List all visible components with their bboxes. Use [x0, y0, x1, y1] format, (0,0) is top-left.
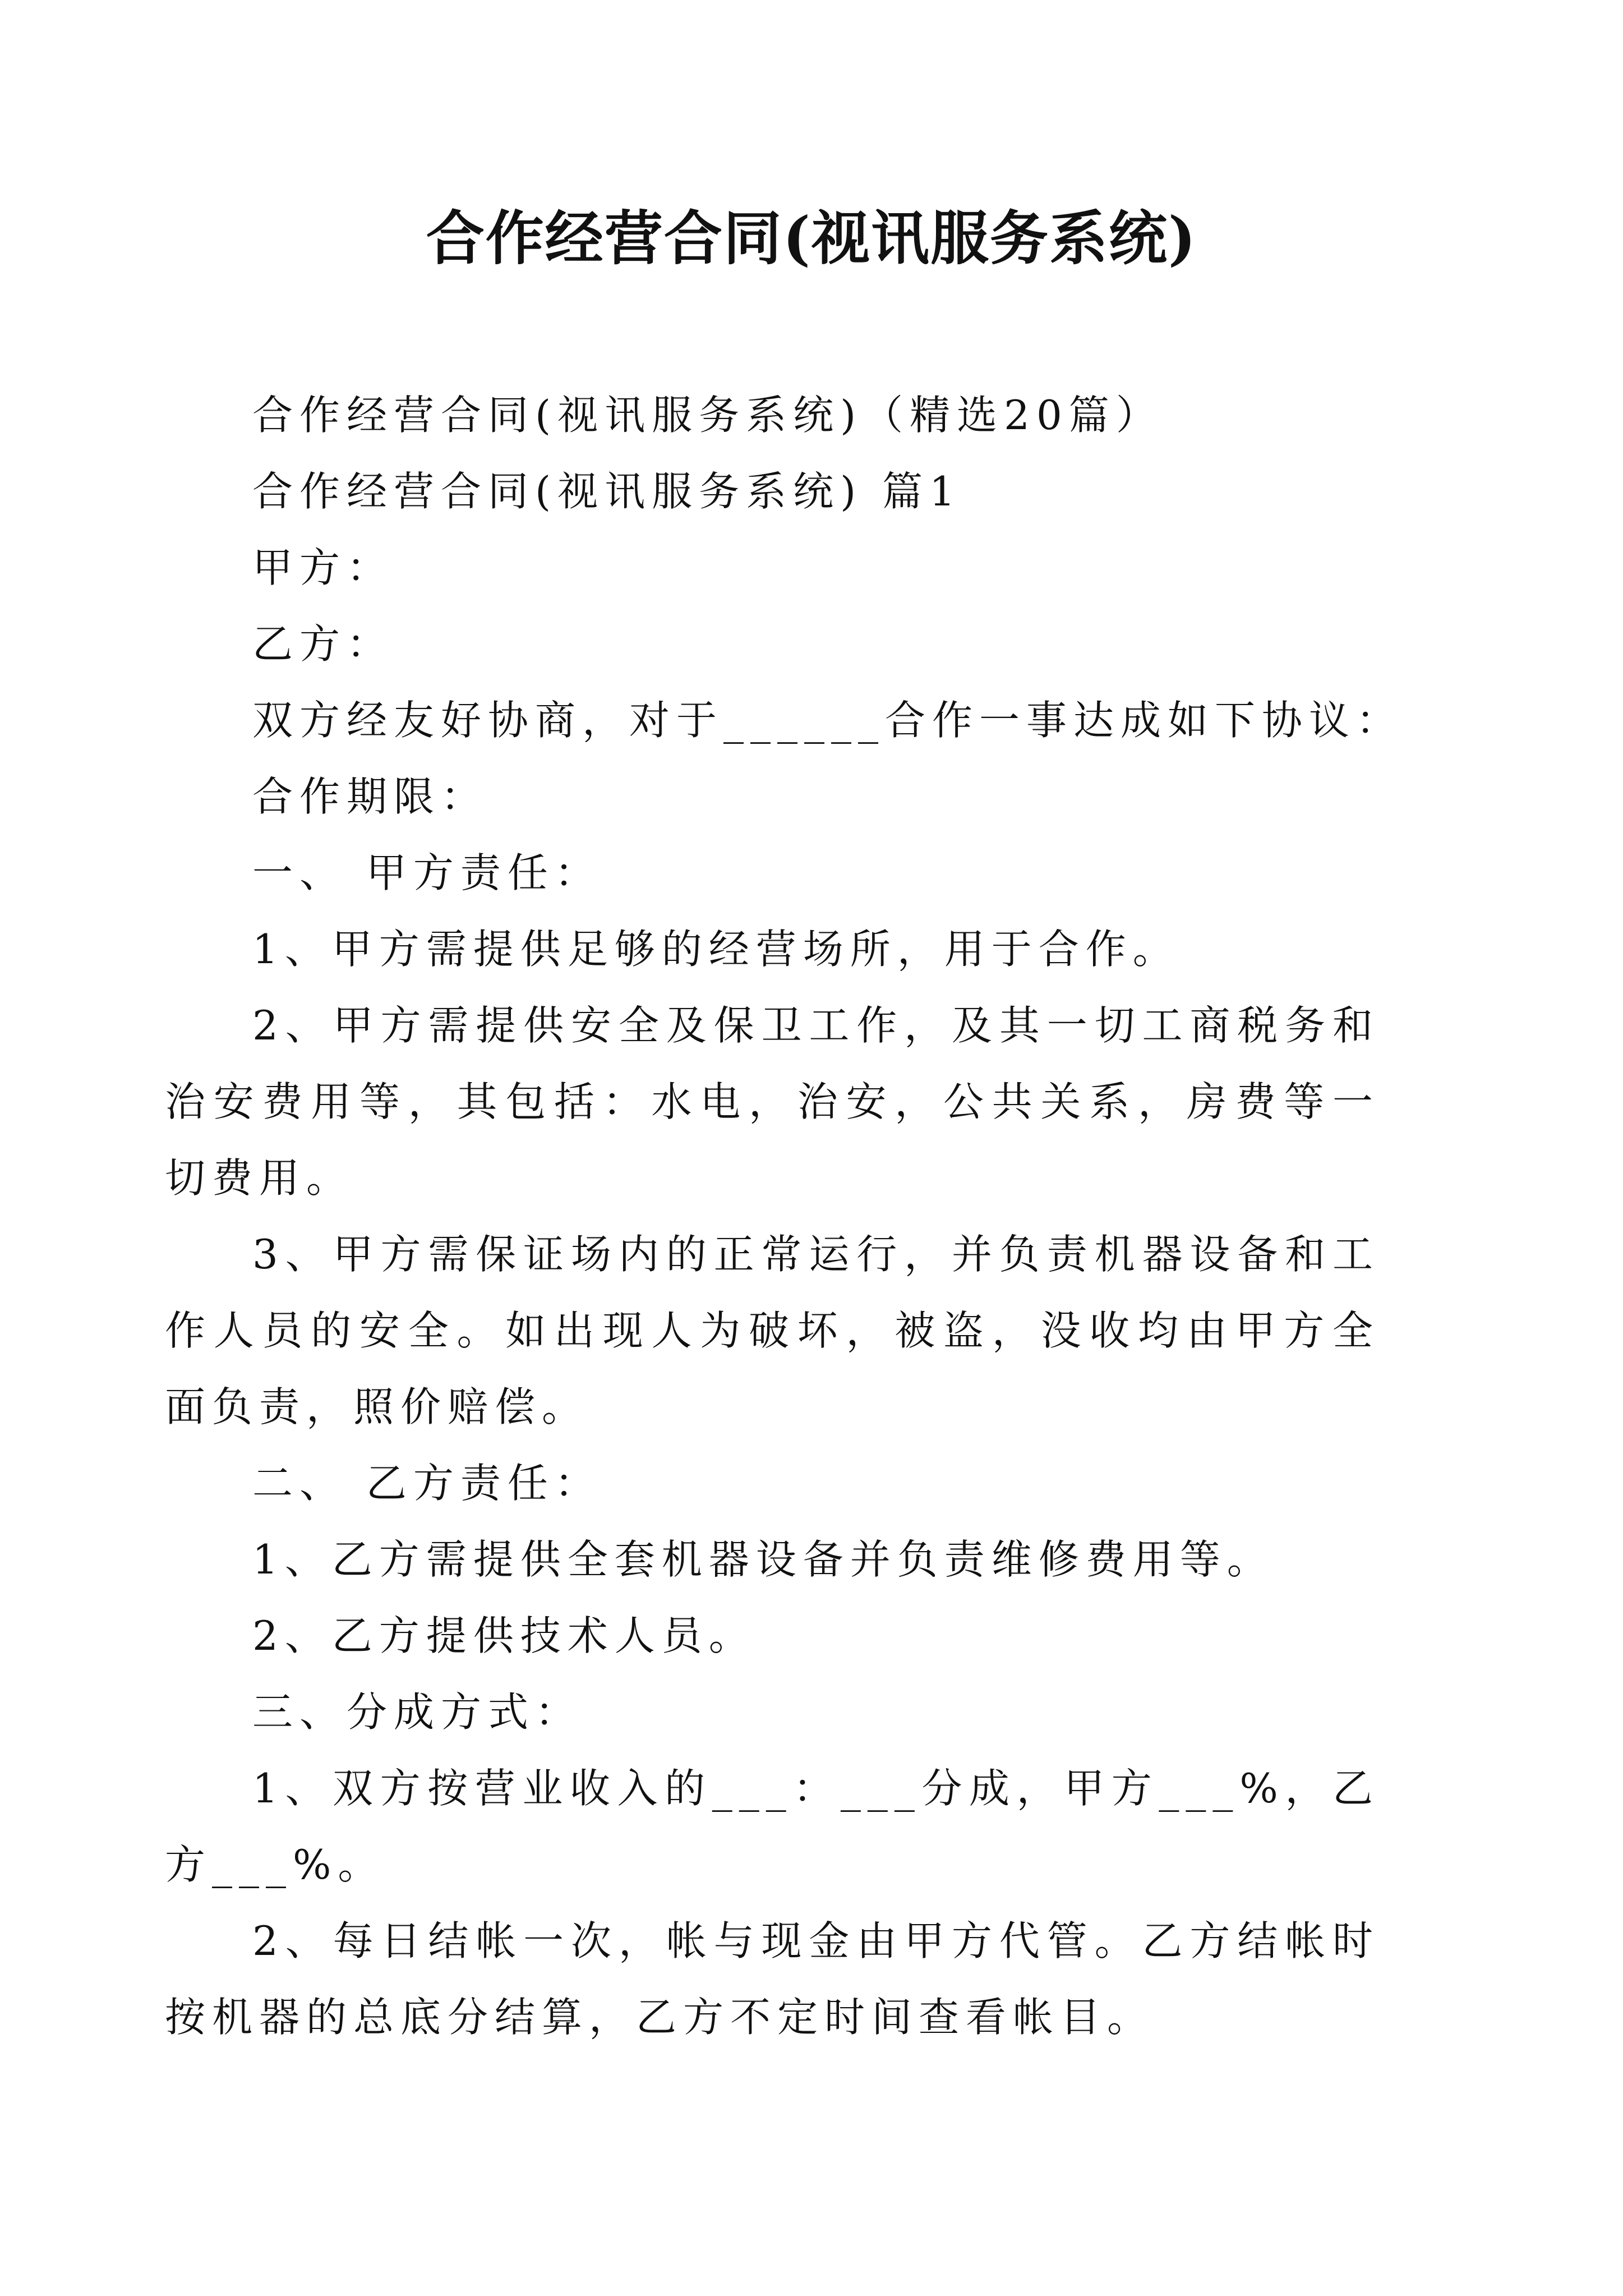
party-b-line: 乙方：: [252, 620, 394, 668]
section-1-item-2: 2、甲方需提供安全及保卫工作，及其一切工商税务和治安费用等，其包括：水电，治安，公共关系，房费等一切费用。: [165, 1002, 1380, 1202]
section-2-item-2: 2、乙方提供技术人员。: [252, 1612, 756, 1659]
section-1-item-3: 3、甲方需保证场内的正常运行，并负责机器设备和工作人员的安全。如出现人为破坏，被盗，没收均由甲方全面负责，照价赔偿。: [165, 1231, 1380, 1430]
agreement-intro: 双方经友好协商，对于______合作一事达成如下协议：: [252, 697, 1404, 744]
section-1-heading: 一、 甲方责任：: [252, 849, 602, 896]
section-2-heading: 二、 乙方责任：: [252, 1460, 602, 1507]
section-3-item-2: 2、每日结帐一次，帐与现金由甲方代管。乙方结帐时按机器的总底分结算，乙方不定时间查看帐目。: [165, 1917, 1380, 2041]
article-heading: 合作经营合同(视讯服务系统) 篇1: [252, 468, 962, 515]
party-a-line: 甲方：: [252, 544, 394, 591]
section-3-heading: 三、分成方式：: [252, 1688, 583, 1736]
term-line: 合作期限：: [252, 773, 488, 820]
document-subtitle: 合作经营合同(视讯服务系统)（精选20篇）: [252, 392, 1163, 439]
document-title: 合作经营合同(视讯服务系统): [426, 204, 1197, 273]
section-3-item-1: 1、双方按营业收入的___：___分成，甲方___%，乙方___%。: [165, 1765, 1380, 1888]
section-2-item-1: 1、乙方需提供全套机器设备并负责维修费用等。: [252, 1536, 1274, 1583]
section-1-item-1: 1、甲方需提供足够的经营场所，用于合作。: [252, 926, 1180, 973]
